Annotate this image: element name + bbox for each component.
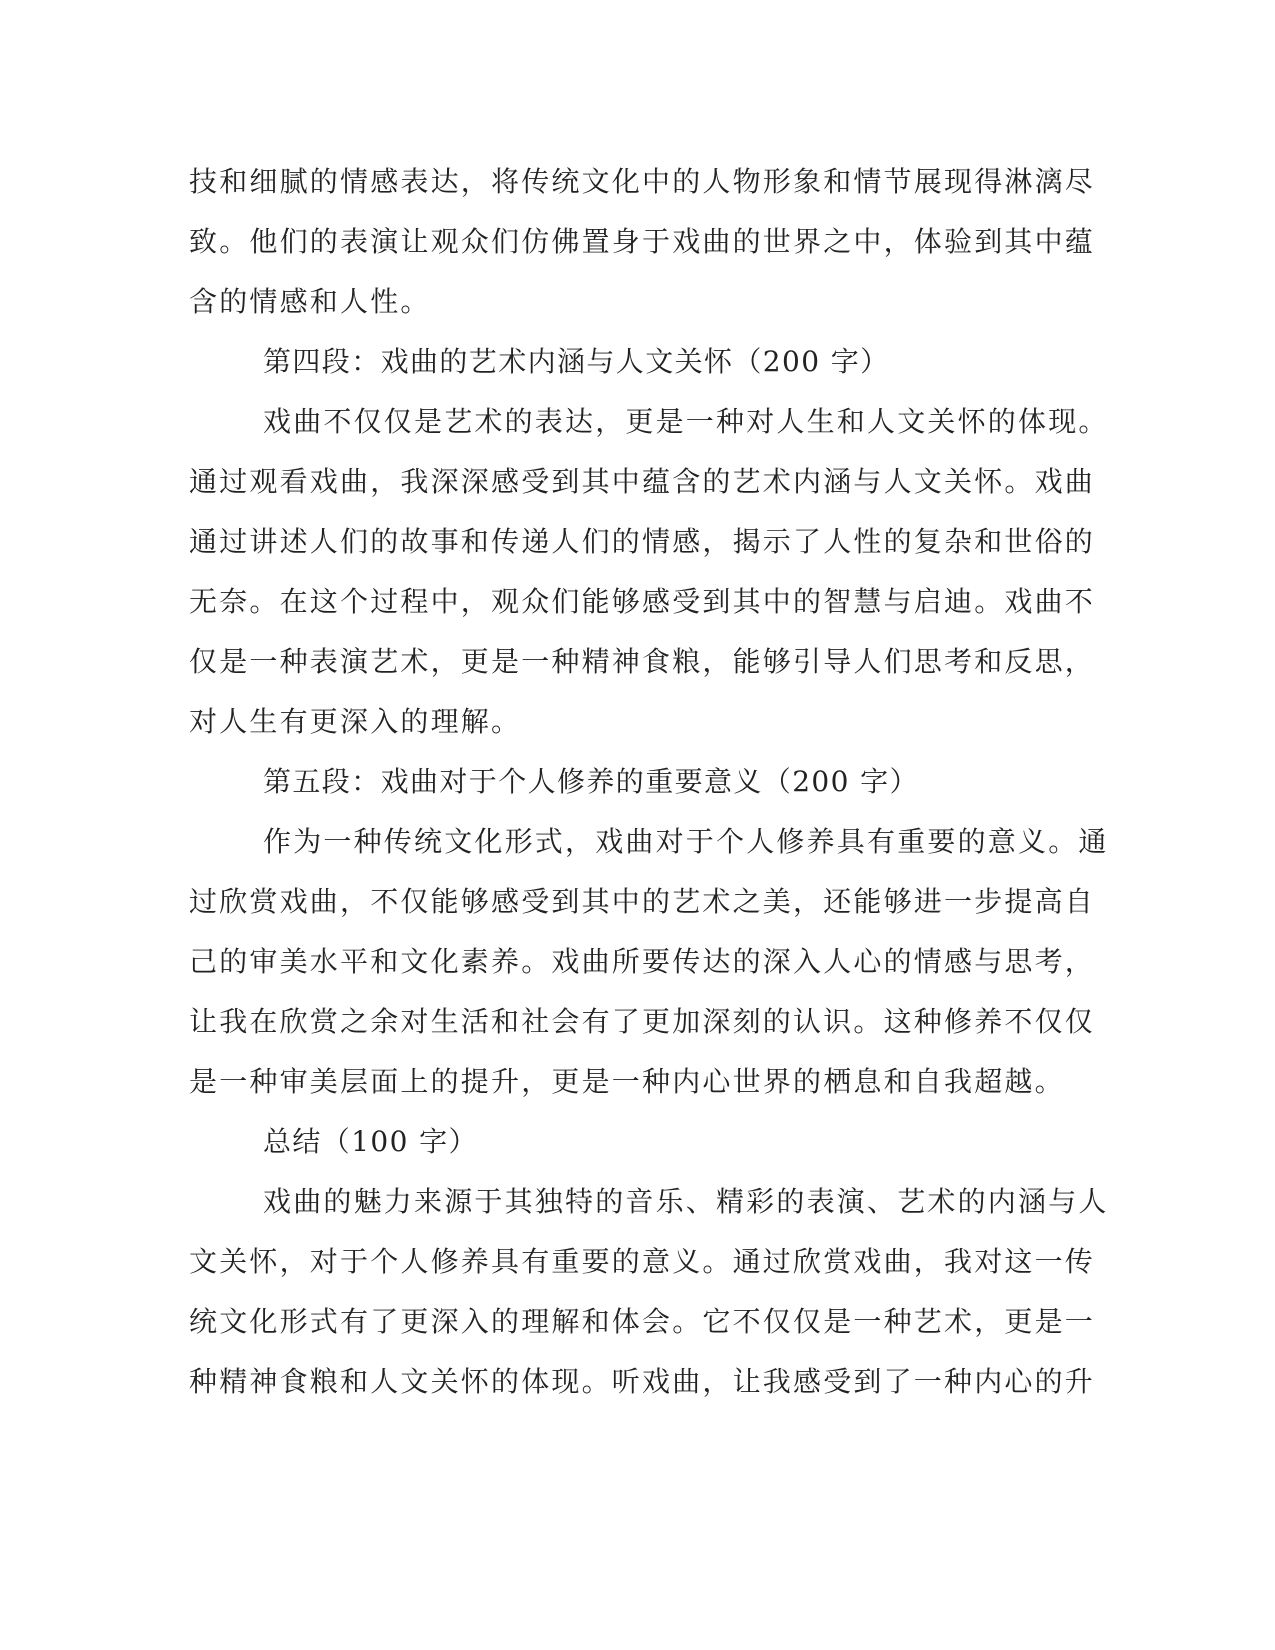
- text-line: 是一种审美层面上的提升，更是一种内心世界的栖息和自我超越。: [189, 1065, 1065, 1098]
- text-line: 通过讲述人们的故事和传递人们的情感，揭示了人性的复杂和世俗的: [189, 525, 1096, 558]
- text-line: 文关怀，对于个人修养具有重要的意义。通过欣赏戏曲，我对这一传: [189, 1245, 1096, 1278]
- section-heading: 第五段：戏曲对于个人修养的重要意义（200 字）: [263, 765, 919, 798]
- text-line: 作为一种传统文化形式，戏曲对于个人修养具有重要的意义。通: [263, 825, 1109, 858]
- text-line: 种精神食粮和人文关怀的体现。听戏曲，让我感受到了一种内心的升: [189, 1365, 1096, 1398]
- text-line: 仅是一种表演艺术，更是一种精神食粮，能够引导人们思考和反思，: [189, 645, 1096, 678]
- text-line: 含的情感和人性。: [189, 285, 431, 318]
- section-heading: 总结（100 字）: [263, 1125, 478, 1158]
- text-line: 无奈。在这个过程中，观众们能够感受到其中的智慧与启迪。戏曲不: [189, 585, 1096, 618]
- text-line: 己的审美水平和文化素养。戏曲所要传达的深入人心的情感与思考，: [189, 945, 1096, 978]
- text-line: 过欣赏戏曲，不仅能够感受到其中的艺术之美，还能够进一步提高自: [189, 885, 1096, 918]
- text-line: 统文化形式有了更深入的理解和体会。它不仅仅是一种艺术，更是一: [189, 1305, 1096, 1338]
- text-line: 戏曲不仅仅是艺术的表达，更是一种对人生和人文关怀的体现。: [263, 405, 1109, 438]
- section-heading: 第四段：戏曲的艺术内涵与人文关怀（200 字）: [263, 345, 890, 378]
- text-line: 对人生有更深入的理解。: [189, 705, 522, 738]
- text-line: 致。他们的表演让观众们仿佛置身于戏曲的世界之中，体验到其中蕴: [189, 225, 1096, 258]
- text-line: 戏曲的魅力来源于其独特的音乐、精彩的表演、艺术的内涵与人: [263, 1185, 1109, 1218]
- text-line: 技和细腻的情感表达，将传统文化中的人物形象和情节展现得淋漓尽: [189, 165, 1096, 198]
- text-line: 让我在欣赏之余对生活和社会有了更加深刻的认识。这种修养不仅仅: [189, 1005, 1096, 1038]
- text-line: 通过观看戏曲，我深深感受到其中蕴含的艺术内涵与人文关怀。戏曲: [189, 465, 1096, 498]
